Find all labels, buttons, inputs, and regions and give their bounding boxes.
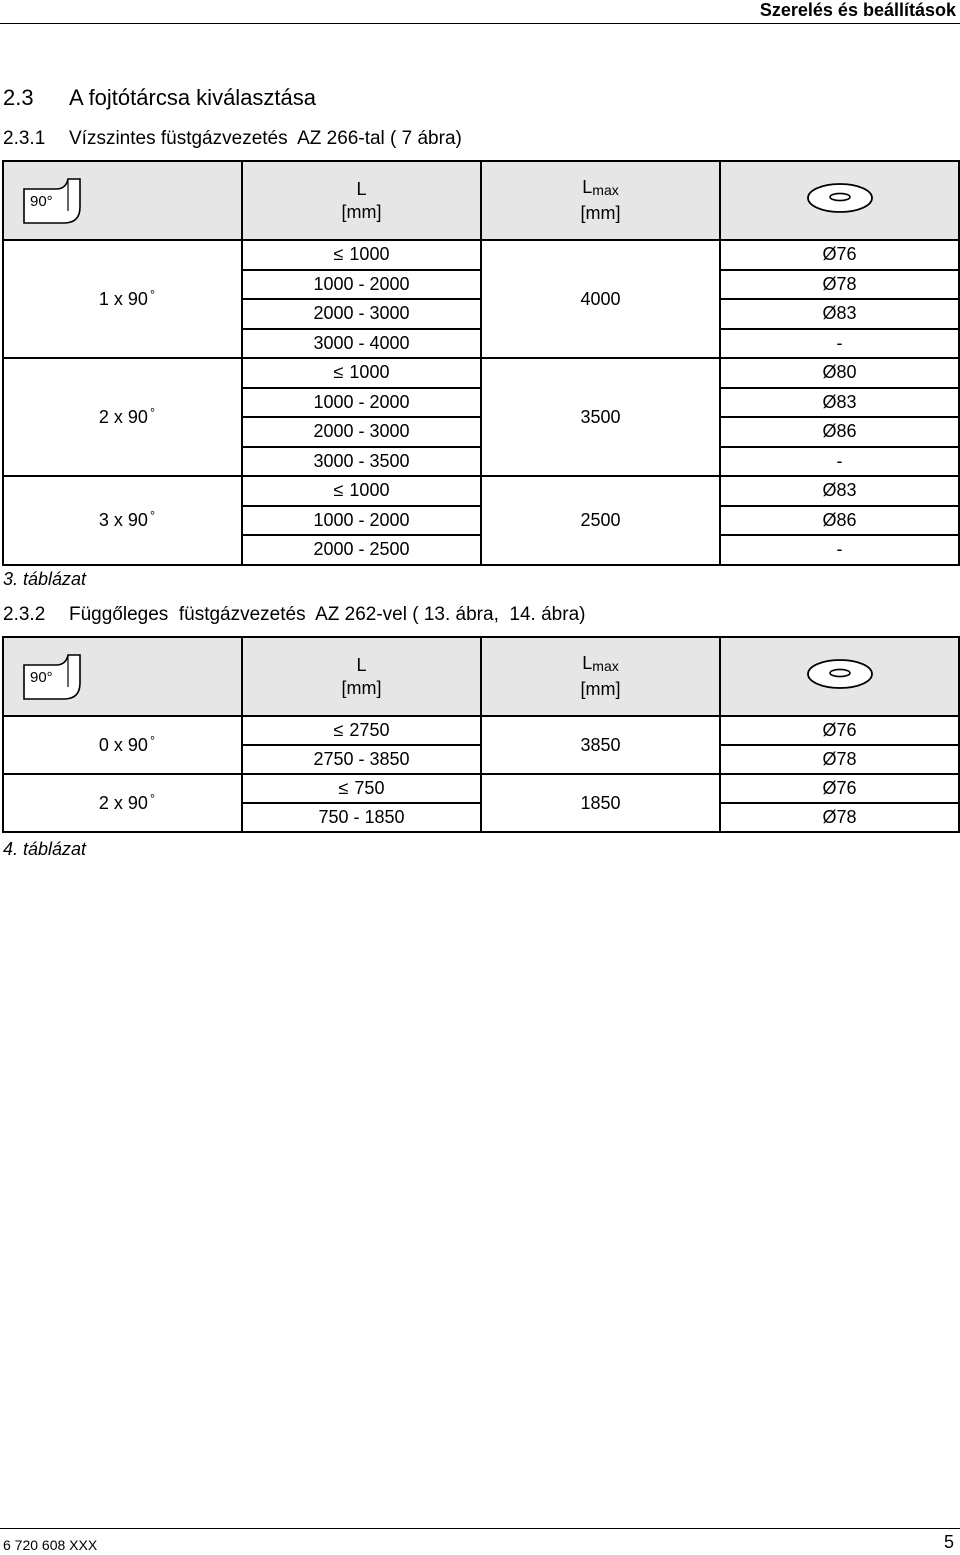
restrictor-diameter: Ø78: [822, 273, 857, 294]
table-header-row: [3, 161, 959, 240]
header-elbow-cell: [3, 161, 242, 240]
table-3: [2, 160, 960, 566]
column-header-lmax: L: [582, 653, 593, 673]
diameter-cell: [720, 417, 959, 447]
diameter-cell: [720, 388, 959, 418]
bend-count: 0 x 90: [98, 735, 148, 755]
diameter-cell: [720, 447, 959, 477]
degree-symbol: °: [149, 734, 155, 748]
table-header-row: [3, 637, 959, 716]
elbow-icon: [20, 177, 82, 225]
less-equal-symbol: ≤: [333, 244, 344, 265]
diameter-cell: [720, 745, 959, 774]
diameter-cell: [720, 476, 959, 506]
lmax-cell: [481, 240, 720, 358]
diameter-cell: [720, 774, 959, 803]
header-l-cell: [242, 161, 481, 240]
degree-symbol: °: [149, 792, 155, 806]
length-range: 2000 - 3000: [313, 303, 410, 324]
elbow-angle-label: 90°: [30, 668, 53, 686]
header-diameter-cell: [720, 637, 959, 716]
bend-count-cell: [3, 476, 242, 565]
length-range: 1000 - 2000: [313, 509, 410, 530]
less-equal-symbol: ≤: [333, 362, 344, 383]
lmax-value: 3500: [580, 406, 621, 427]
length-range-cell: [242, 299, 481, 329]
less-equal-symbol: ≤: [333, 480, 344, 501]
restrictor-diameter: Ø78: [822, 807, 857, 827]
lmax-cell: [481, 358, 720, 476]
length-range-cell: [242, 388, 481, 418]
elbow-angle-label: 90°: [30, 192, 53, 210]
subsection-heading-1: [3, 128, 462, 150]
length-range: 3000 - 3500: [313, 450, 410, 471]
lmax-cell: [481, 716, 720, 774]
table-4: [2, 636, 960, 833]
bend-count: 3 x 90: [98, 510, 148, 531]
subsection-title: Függőleges füstgázvezetés AZ 262-vel ( 13. ábra, 14. ábra): [69, 604, 586, 625]
diameter-cell: [720, 716, 959, 745]
length-range-cell: [242, 329, 481, 359]
restrictor-diameter: Ø76: [822, 778, 857, 798]
subsection-title: Vízszintes füstgázvezetés AZ 266-tal ( 7 ábra): [69, 128, 462, 149]
length-range: 2750 - 3850: [313, 749, 410, 769]
column-header-l-unit: [mm]: [341, 201, 382, 222]
table-row: [3, 774, 959, 803]
diameter-cell: [720, 803, 959, 832]
bend-count: 2 x 90: [98, 793, 148, 813]
header-l-cell: [242, 637, 481, 716]
elbow-icon: [20, 653, 82, 701]
lmax-value: 1850: [580, 792, 621, 813]
bend-count-cell: [3, 716, 242, 774]
subsection-number: 2.3.1: [3, 128, 46, 149]
lmax-cell: [481, 774, 720, 832]
diameter-cell: [720, 270, 959, 300]
degree-symbol: °: [149, 509, 155, 524]
header-divider: [0, 23, 960, 24]
less-equal-symbol: ≤: [338, 778, 349, 798]
degree-symbol: °: [149, 288, 155, 302]
length-range: 1000: [349, 362, 390, 383]
length-range-cell: [242, 803, 481, 832]
subsection-heading-2: [3, 604, 585, 626]
page-header-title: Szerelés és beállítások: [759, 0, 956, 20]
column-header-l: L: [356, 654, 367, 675]
column-header-lmax-unit: [mm]: [580, 203, 621, 223]
length-range: 1000 - 2000: [313, 391, 410, 412]
table-row: [3, 358, 959, 388]
page-number: 5: [943, 1532, 954, 1552]
length-range-cell: [242, 417, 481, 447]
restrictor-diameter: Ø78: [822, 749, 857, 769]
section-heading: [3, 85, 316, 111]
column-header-l-unit: [mm]: [341, 677, 382, 698]
table-caption: 3. táblázat: [3, 569, 87, 589]
column-header-lmax-unit: [mm]: [580, 679, 621, 699]
table-row: [3, 240, 959, 270]
length-range-cell: [242, 506, 481, 536]
table-caption: 4. táblázat: [3, 839, 87, 859]
restrictor-diameter: Ø83: [822, 480, 857, 501]
header-elbow-cell: [3, 637, 242, 716]
diameter-cell: [720, 329, 959, 359]
length-range-cell: [242, 270, 481, 300]
length-range-cell: [242, 240, 481, 270]
length-range: 750: [354, 778, 385, 798]
diameter-cell: [720, 240, 959, 270]
table-row: [3, 716, 959, 745]
length-range-cell: [242, 716, 481, 745]
bend-count-cell: [3, 240, 242, 358]
length-range-cell: [242, 358, 481, 388]
restrictor-diameter: -: [836, 332, 843, 353]
degree-symbol: °: [149, 406, 155, 420]
length-range-cell: [242, 535, 481, 565]
bend-count: 1 x 90: [98, 289, 148, 309]
lmax-value: 4000: [580, 288, 621, 309]
restrictor-diameter: Ø86: [822, 421, 857, 442]
diameter-cell: [720, 506, 959, 536]
restrictor-disc-icon: [806, 181, 874, 215]
length-range: 1000 - 2000: [313, 273, 410, 294]
length-range: 2000 - 3000: [313, 421, 410, 442]
length-range: 750 - 1850: [318, 807, 405, 827]
length-range: 2750: [349, 720, 390, 740]
column-header-l: L: [356, 178, 367, 199]
header-diameter-cell: [720, 161, 959, 240]
restrictor-diameter: Ø83: [822, 303, 857, 324]
header-lmax-cell: [481, 637, 720, 716]
diameter-cell: [720, 358, 959, 388]
length-range-cell: [242, 447, 481, 477]
length-range: 2000 - 2500: [313, 539, 410, 560]
length-range: 3000 - 4000: [313, 332, 410, 353]
diameter-cell: [720, 535, 959, 565]
length-range: 1000: [349, 480, 390, 501]
restrictor-diameter: Ø76: [822, 720, 857, 740]
restrictor-diameter: Ø86: [822, 509, 857, 530]
length-range: 1000: [349, 244, 390, 265]
length-range-cell: [242, 476, 481, 506]
header-lmax-cell: [481, 161, 720, 240]
diameter-cell: [720, 299, 959, 329]
bend-count: 2 x 90: [98, 407, 148, 427]
section-number: 2.3: [3, 85, 34, 110]
less-equal-symbol: ≤: [333, 720, 344, 740]
column-header-lmax: L: [582, 177, 593, 197]
document-number: 6 720 608 XXX: [3, 1537, 98, 1553]
restrictor-disc-icon: [806, 657, 874, 691]
section-title: A fojtótárcsa kiválasztása: [69, 85, 317, 110]
length-range-cell: [242, 774, 481, 803]
restrictor-diameter: Ø83: [822, 391, 857, 412]
restrictor-diameter: -: [836, 539, 843, 560]
column-header-lmax-sub: max: [592, 658, 619, 674]
bend-count-cell: [3, 358, 242, 476]
column-header-lmax-sub: max: [592, 182, 619, 198]
footer-divider: [0, 1528, 960, 1529]
lmax-value: 3850: [580, 734, 621, 755]
restrictor-diameter: Ø80: [822, 362, 857, 383]
lmax-value: 2500: [580, 509, 621, 530]
length-range-cell: [242, 745, 481, 774]
bend-count-cell: [3, 774, 242, 832]
restrictor-diameter: -: [836, 450, 843, 471]
restrictor-diameter: Ø76: [822, 244, 857, 265]
subsection-number: 2.3.2: [3, 604, 46, 625]
lmax-cell: [481, 476, 720, 565]
table-row: [3, 476, 959, 506]
